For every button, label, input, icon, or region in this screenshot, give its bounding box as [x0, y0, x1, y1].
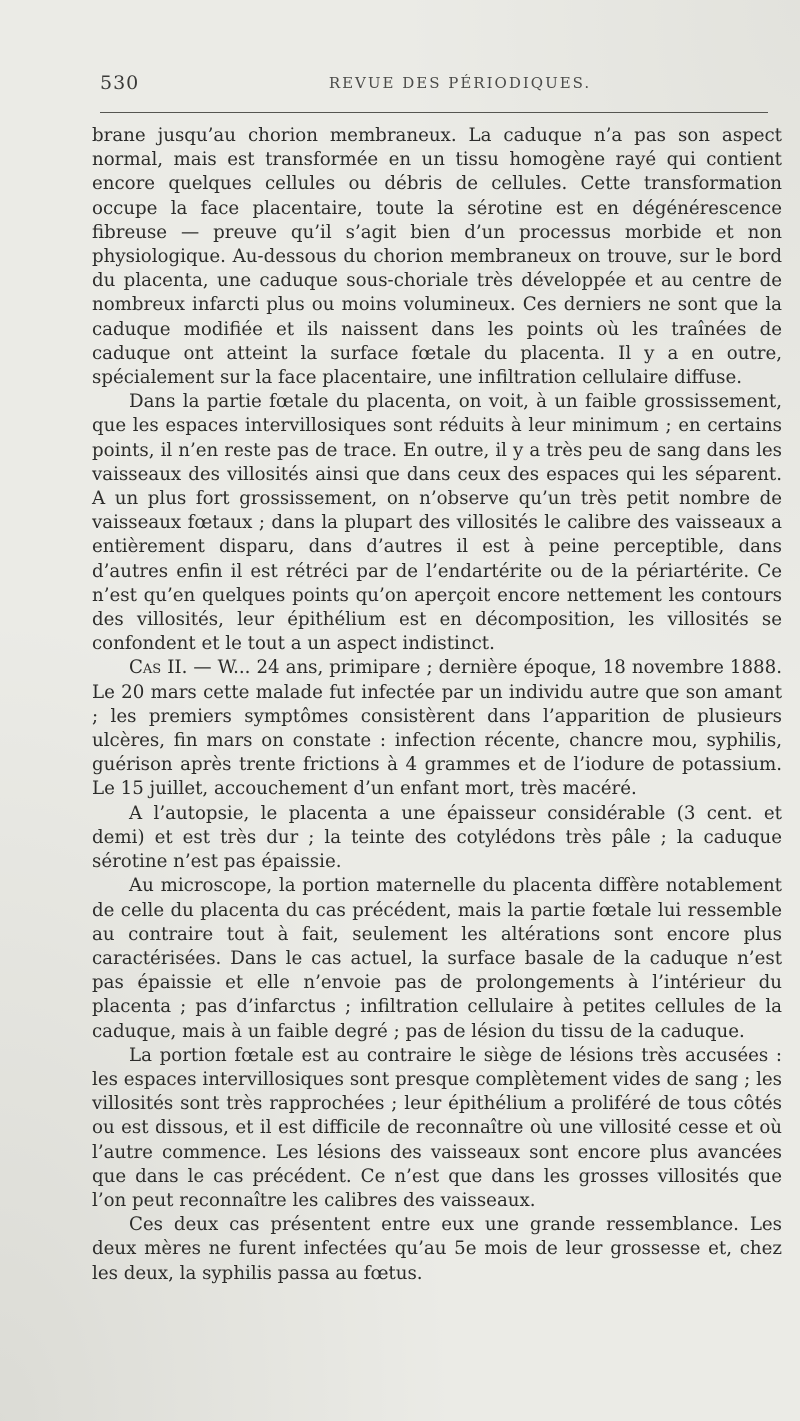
page-header: [100, 72, 780, 102]
paragraph-continuation: brane jusqu’au chorion membraneux. La caduque n’a pas son aspect normal, mais est transformée en un tissu homogène rayé qui contient encore quelques cellules ou débris de cellules. Cette transformation occupe la face placentaire, toute la sérotine est en dégénérescence fibreuse — preuve qu’il s’agit bien d’un processus morbide et non physiologique. Au-dessous du chorion membraneux on trouve, sur le bord du placenta, une caduque sous-choriale très développée et au centre de nombreux infarcti plus ou moins volumineux. Ces derniers ne sont que la caduque modifiée et ils naissent dans les points où les traînées de caduque ont atteint la surface fœtale du placenta. Il y a en outre, spécialement sur la face placentaire, une infiltration cellulaire diffuse.: [92, 125, 782, 389]
paragraph: Dans la partie fœtale du placenta, on voit, à un faible grossissement, que les espaces intervillosiques sont réduits à leur minimum ; en certains points, il n’en reste pas de trace. En outre, il y a très peu de sang dans les vaisseaux des villosités ainsi que dans ceux des espaces qui les séparent. A un plus fort grossissement, on n’observe qu’un très petit nombre de vaisseaux fœtaux ; dans la plupart des villosités le calibre des vaisseaux a entièrement disparu, dans d’autres il est à peine perceptible, dans d’autres enfin il est rétréci par de l’endartérite ou de la périartérite. Ce n’est qu’en quelques points qu’on aperçoit encore nettement les contours des villosités, leur épithélium est en décomposition, les villosités se confondent et le tout a un aspect indistinct.: [92, 391, 782, 655]
case-heading: Cas II.: [129, 657, 188, 679]
paragraph: A l’autopsie, le placenta a une épaisseur considérable (3 cent. et demi) et est très dur ; la teinte des cotylédons très pâle ; la caduque sérotine n’est pas épaissie.: [92, 802, 782, 873]
paragraph: Ces deux cas présentent entre eux une grande ressemblance. Les deux mères ne furent infectées qu’au 5e mois de leur grossesse et, chez les deux, la syphilis passa au fœtus.: [92, 1214, 782, 1284]
page-number: 530: [100, 72, 140, 94]
body-text: [92, 124, 782, 1286]
running-title: REVUE DES PÉRIODIQUES.: [328, 74, 592, 92]
paragraph: La portion fœtale est au contraire le siège de lésions très accusées : les espaces intervillosiques sont presque complètement vides de sang ; les villosités sont très rapprochées ; leur épithélium a proliféré de tous côtés ou est dissous, et il est difficile de reconnaître où une villosité cesse et où l’autre commence. Les lésions des vaisseaux sont encore plus avancées que dans le cas précédent. Ce n’est que dans les grosses villosités que l’on peut reconnaître les calibres des vaisseaux.: [92, 1044, 782, 1211]
case-text: — W... 24 ans, primipare ; dernière époque, 18 novembre 1888. Le 20 mars cette malade fut infectée par un individu autre que son amant ; les premiers symptômes consistèrent dans l’apparition de plusieurs ulcères, fin mars on constate : infection récente, chancre mou, syphilis, guérison après trente frictions à 4 grammes et de l’iodure de potassium. Le 15 juillet, accouchement d’un enfant mort, très macéré.: [92, 657, 782, 800]
paragraph: Au microscope, la portion maternelle du placenta diffère notablement de celle du placenta du cas précédent, mais la partie fœtale lui ressemble au contraire tout à fait, seulement les altérations sont encore plus caractérisées. Dans le cas actuel, la surface basale de la caduque n’est pas épaissie et elle n’envoie pas de prolongements à l’intérieur du placenta ; pas d’infarctus ; infiltration cellulaire à petites cellules de la caduque, mais à un faible degré ; pas de lésion du tissu de la caduque.: [92, 875, 782, 1042]
paragraph-case-ii: [92, 656, 782, 801]
header-rule: [100, 112, 768, 113]
